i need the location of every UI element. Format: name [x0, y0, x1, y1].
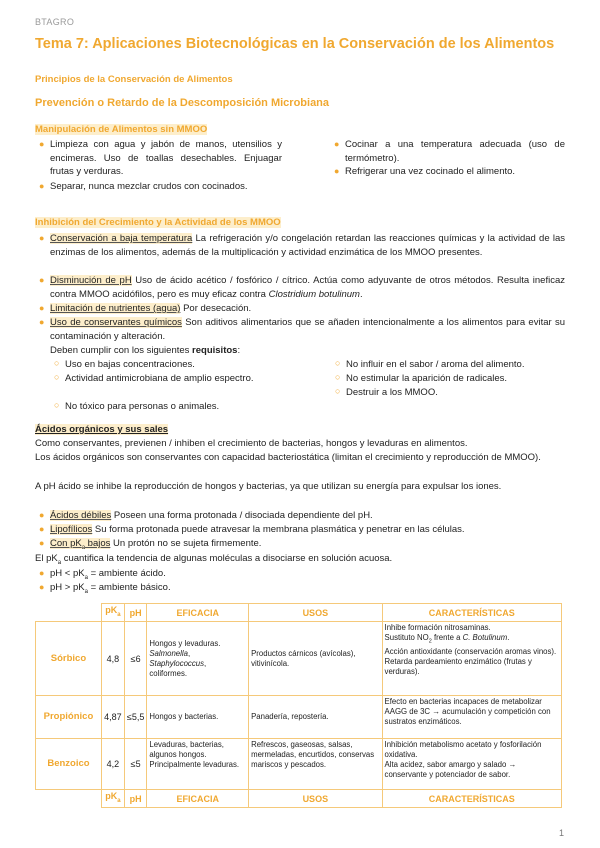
list-item: ● pH < $pK_a$ = ambiente ácido. [39, 568, 166, 581]
col-pka: $pK_a$ [101, 790, 124, 808]
cell-eficacia: Hongos y bacterias. [147, 696, 249, 739]
pka-definition: El $pK_a$ cuantifica la tendencia de algunas moléculas a disociarse en solución acuosa. [35, 553, 393, 566]
cell-eficacia: Hongos y levaduras. Salmonella, Staphylococcus, coliformes. [147, 622, 249, 696]
acidos-p1: Como conservantes, previenen / inhiben el crecimiento de bacterias, hongos y levaduras en alimentos. [35, 438, 468, 449]
table-row [36, 739, 562, 790]
list-item: ● Conservación a baja temperatura La refrigeración y/o congelación retardan las reacciones químicas y la actividad de las enzimas de los alimentos, además de la multiplicación y actividad enzimática de los MMOO presentes. [39, 233, 565, 258]
table-footer-row [36, 790, 562, 808]
list-item: ○ No estimular la aparición de radicales. [335, 372, 508, 384]
col-usos: USOS [249, 790, 382, 808]
cell-usos: Refrescos, gaseosas, salsas, mermeladas, encurtidos, conservas mariscos y pescados. [249, 739, 382, 790]
list-item: ○ No influir en el sabor / aroma del alimento. [335, 358, 525, 370]
section-heading: Prevención o Retardo de la Descomposición Microbiana [35, 97, 330, 109]
list-item: ○ Destruir a los MMOO. [335, 386, 438, 398]
brand-label: BTAGRO [35, 17, 75, 27]
list-item: ● Separar, nunca mezclar crudos con cocinados. [39, 181, 248, 192]
list-item: ● Con $pK_a$ bajos Un protón no se sujeta firmemente. [39, 538, 262, 551]
table-header-row [36, 604, 562, 622]
cell-caracteristicas: Inhibe formación nitrosaminas. Sustituto $NO_2$ frente a C. Botulinum. Acción antioxidante (conservación aromas vinos). Retarda pardeamiento enzimático (frutas y verduras). [382, 622, 561, 696]
col-eficacia: EFICACIA [147, 604, 249, 622]
table-row [36, 622, 562, 696]
acids-table [35, 603, 562, 808]
list-item: ○ Uso en bajas concentraciones. [54, 358, 195, 370]
list-item: ● pH > $pK_a$ = ambiente básico. [39, 582, 171, 595]
cell-pka: 4,87 [101, 696, 124, 739]
cell-caracteristicas: Efecto en bacterias incapaces de metabolizar AAGG de 3C → acumulación y competición con sustratos enzimáticos. [382, 696, 561, 739]
list-item: ○ Actividad antimicrobiana de amplio espectro. [54, 372, 254, 384]
cell-usos: Panadería, repostería. [249, 696, 382, 739]
col-pka: $pK_a$ [101, 604, 124, 622]
table-row [36, 696, 562, 739]
corner-cell [36, 790, 102, 808]
cell-ph: ≤5 [124, 739, 146, 790]
cell-ph: ≤5,5 [124, 696, 146, 739]
list-item: ● Refrigerar una vez cocinado el alimento. [334, 166, 516, 177]
cell-usos: Productos cárnicos (avícolas), vitivinícola. [249, 622, 382, 696]
cell-pka: 4,2 [101, 739, 124, 790]
cell-pka: 4,8 [101, 622, 124, 696]
list-item: ● Ácidos débiles Poseen una forma protonada / disociada dependiente del pH. [39, 510, 373, 521]
row-name: Benzoico [36, 739, 102, 790]
row-name: Propiónico [36, 696, 102, 739]
cell-ph: ≤6 [124, 622, 146, 696]
requisitos-intro: Deben cumplir con los siguientes requisitos: [50, 345, 241, 356]
acidos-heading: Ácidos orgánicos y sus sales [35, 424, 169, 435]
inhib-heading: Inhibición del Crecimiento y la Actividad de los MMOO [35, 217, 281, 228]
page-number: 1 [558, 828, 564, 838]
page-title: Tema 7: Aplicaciones Biotecnológicas en la Conservación de los Alimentos [35, 36, 555, 52]
col-caracteristicas: CARACTERÍSTICAS [382, 604, 561, 622]
acidos-p2: Los ácidos orgánicos son conservantes con capacidad bacteriostática (limitan el crecimiento y reproducción de MMOO). [35, 452, 541, 463]
col-caracteristicas: CARACTERÍSTICAS [382, 790, 561, 808]
list-item: ○ No tóxico para personas o animales. [54, 400, 220, 412]
cell-eficacia: Levaduras, bacterias, algunos hongos. Principalmente levaduras. [147, 739, 249, 790]
list-item: ● Uso de conservantes químicos Son aditivos alimentarios que se añaden intencionalmente a los alimentos para evitar su contaminación y alteración. [39, 317, 565, 342]
corner-cell [36, 604, 102, 622]
col-usos: USOS [249, 604, 382, 622]
list-item: ● Limitación de nutrientes (agua) Por desecación. [39, 303, 252, 314]
list-item: ● Limpieza con agua y jabón de manos, utensilios y encimeras. Uso de toallas desechables. Enjuagar frutas y verduras. [39, 139, 282, 177]
col-ph: pH [124, 790, 146, 808]
cell-caracteristicas: Inhibición metabolismo acetato y fosforilación oxidativa. Alta acidez, sabor amargo y salado → conservante y potenciador de sabor. [382, 739, 561, 790]
acidos-p3: A pH ácido se inhibe la reproducción de hongos y bacterias, ya que utilizan su energía para expulsar los iones. [35, 481, 502, 492]
manip-heading: Manipulación de Alimentos sin MMOO [35, 124, 208, 135]
subtitle: Principios de la Conservación de Alimentos [35, 74, 233, 85]
list-item: ● Disminución de pH Uso de ácido acético / fosfórico / cítrico. Actúa como adyuvante de otros métodos. Resulta ineficaz contra MMOO acidófilos, pero es muy eficaz contra Clostridium botulinum. [39, 275, 565, 300]
col-ph: pH [124, 604, 146, 622]
row-name: Sórbico [36, 622, 102, 696]
col-eficacia: EFICACIA [147, 790, 249, 808]
list-item: ● Cocinar a una temperatura adecuada (uso de termómetro). [334, 139, 565, 164]
list-item: ● Lipofílicos Su forma protonada puede atravesar la membrana plasmática y penetrar en las células. [39, 524, 465, 535]
